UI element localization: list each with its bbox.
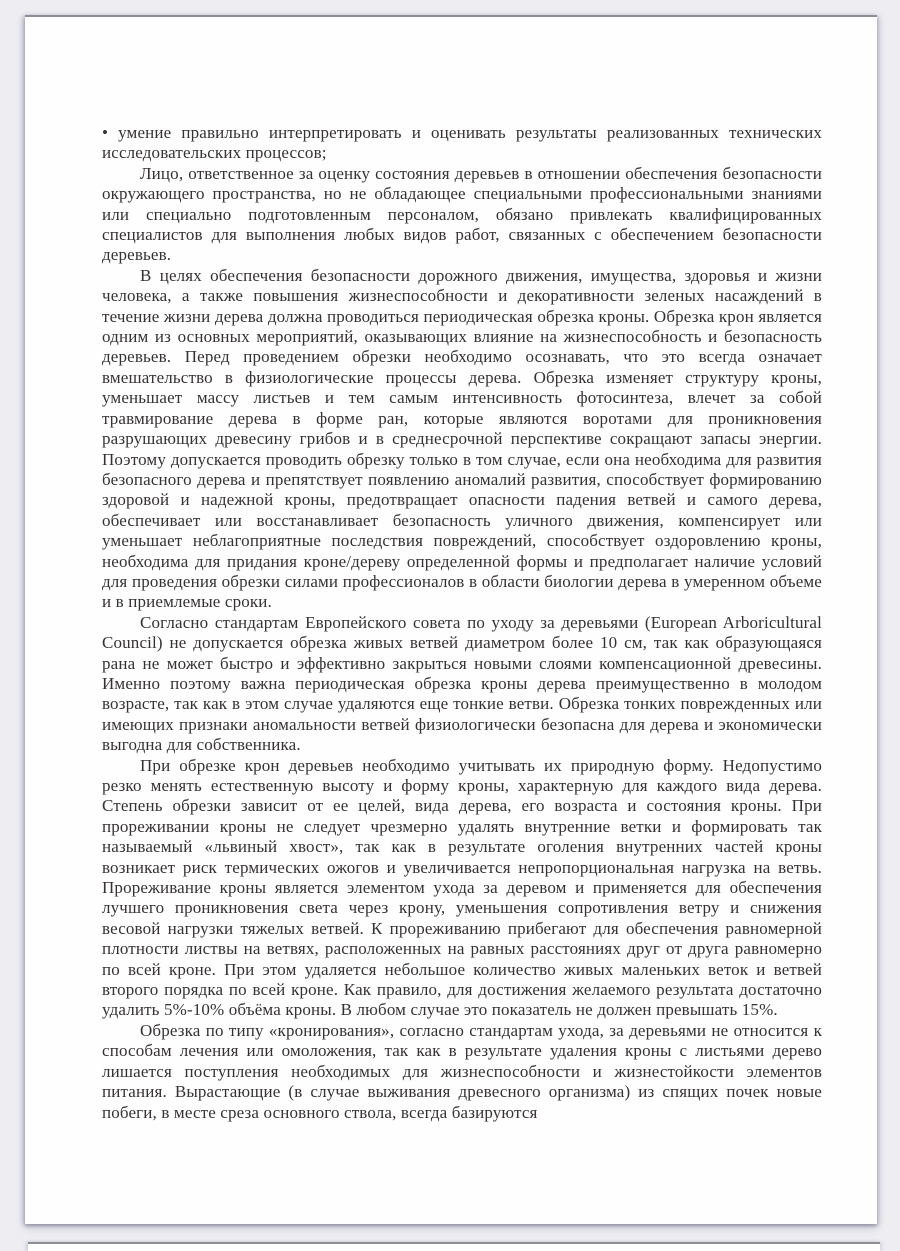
document-page: [25, 15, 877, 1224]
paragraph: Согласно стандартам Европейского совета по уходу за деревьями (European Arboricultural Council) не допускается обрезка живых ветвей диаметром более 10 см, так как образующаяся рана не может быстро и эффективно закрыться новыми слоями компенсационной древесины. Именно поэтому важна периодическая обрезка кроны дерева преимущественно в молодом возрасте, так как в этом случае удаляются еще тонкие ветви. Обрезка тонких поврежденных или имеющих признаки аномальности ветвей физиологически безопасна для дерева и экономически выгодна для собственника.: [102, 612, 822, 755]
paragraph: Лицо, ответственное за оценку состояния деревьев в отношении обеспечения безопасности окружающего пространства, но не обладающее специальными профессиональными знаниями или специально подготовленным персоналом, обязано привлекать квалифицированных специалистов для выполнения любых видов работ, связанных с обеспечением безопасности деревьев.: [102, 163, 822, 265]
paragraph: При обрезке крон деревьев необходимо учитывать их природную форму. Недопустимо резко менять естественную высоту и форму кроны, характерную для каждого вида дерева. Степень обрезки зависит от ее целей, вида дерева, его возраста и состояния кроны. При прореживании кроны не следует чрезмерно удалять внутренние ветки и формировать так называемый «львиный хвост», так как в результате оголения внутренних частей кроны возникает риск термических ожогов и увеличивается непропорциональная нагрузка на ветвь. Прореживание кроны является элементом ухода за деревом и применяется для обеспечения лучшего проникновения света через крону, уменьшения сопротивления ветру и снижения весовой нагрузки тяжелых ветвей. К прореживанию прибегают для обеспечения равномерной плотности листвы на ветвях, расположенных на равных расстояниях друг от друга равномерно по всей кроне. При этом удаляется небольшое количество живых маленьких веток и ветвей второго порядка по всей кроне. Как правило, для достижения желаемого результата достаточно удалить 5%-10% объёма кроны. В любом случае это показатель не должен превышать 15%.: [102, 755, 822, 1020]
paragraph: Обрезка по типу «кронирования», согласно стандартам ухода, за деревьями не относится к способам лечения или омоложения, так как в результате удаления кроны с листьями дерево лишается поступления необходимых для жизнеспособности и жизнестойкости элементов питания. Вырастающие (в случае выживания древесного организма) из спящих почек новые побеги, в месте среза основного ствола, всегда базируются: [102, 1020, 822, 1122]
paragraph: • умение правильно интерпретировать и оценивать результаты реализованных технических исследовательских процессов;: [102, 123, 822, 163]
paragraph: В целях обеспечения безопасности дорожного движения, имущества, здоровья и жизни человека, а также повышения жизнеспособности и декоративности зеленых насаждений в течение жизни дерева должна проводиться периодическая обрезка кроны. Обрезка крон является одним из основных мероприятий, оказывающих влияние на жизнеспособность и безопасность деревьев. Перед проведением обрезки необходимо осознавать, что это всегда означает вмешательство в физиологические процессы дерева. Обрезка изменяет структуру кроны, уменьшает массу листьев и тем самым интенсивность фотосинтеза, влечет за собой травмирование дерева в форме ран, которые являются воротами для проникновения разрушающих древесину грибов и в среднесрочной перспективе сокращают запасы энергии. Поэтому допускается проводить обрезку только в том случае, если она необходима для развития безопасного дерева и препятствует появлению аномалий развития, способствует формированию здоровой и надежной кроны, предотвращает опасности падения ветвей и самого дерева, обеспечивает или восстанавливает безопасность уличного движения, компенсирует или уменьшает неблагоприятные последствия повреждений, способствует оздоровлению кроны, необходима для придания кроне/дереву определенной формы и предполагает наличие условий для проведения обрезки силами профессионалов в области биологии дерева в умеренном объеме и в приемлемые сроки.: [102, 265, 822, 612]
page-text: [102, 123, 822, 1123]
next-page-edge: [28, 1242, 880, 1251]
